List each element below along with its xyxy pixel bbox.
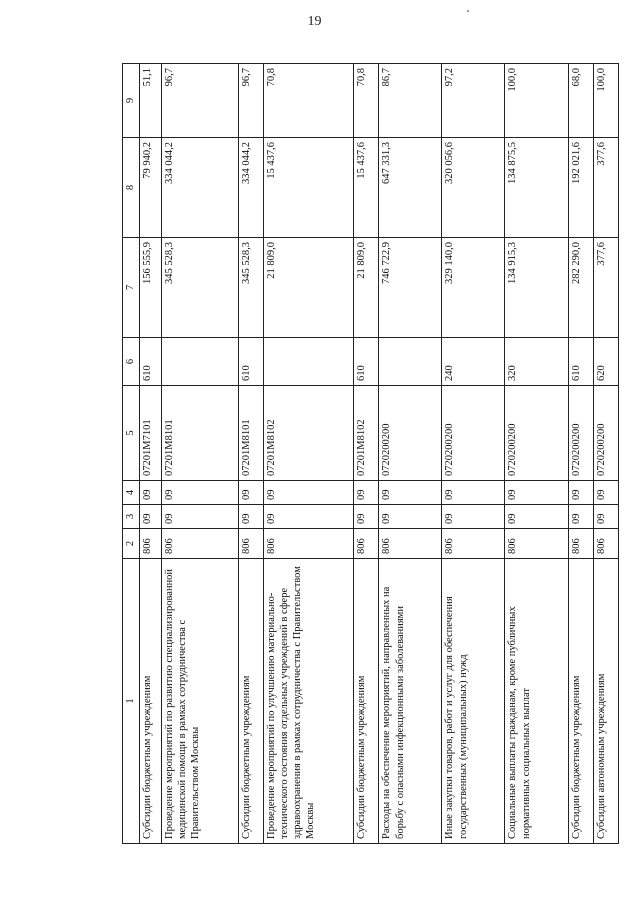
- cell-plan: 345 528,3: [238, 238, 263, 338]
- header-cell: 9: [123, 64, 140, 138]
- cell-target: 0720200200: [568, 386, 593, 481]
- cell-section: 09: [593, 505, 618, 529]
- cell-plan: 134 915,3: [505, 238, 568, 338]
- cell-code: 806: [238, 529, 263, 559]
- cell-type: 610: [354, 338, 379, 386]
- cell-subsection: 09: [442, 481, 505, 505]
- table-row: [238, 64, 263, 844]
- cell-section: 09: [442, 505, 505, 529]
- cell-name: Субсидии бюджетным учреждениям: [140, 559, 162, 844]
- cell-code: 806: [379, 529, 442, 559]
- cell-target: 07201М8101: [238, 386, 263, 481]
- cell-type: 610: [568, 338, 593, 386]
- cell-name: Субсидии бюджетным учреждениям: [354, 559, 379, 844]
- cell-target: 0720200200: [442, 386, 505, 481]
- cell-section: 09: [238, 505, 263, 529]
- table-row: [263, 64, 354, 844]
- cell-plan: 21 809,0: [263, 238, 354, 338]
- cell-target: 0720200200: [505, 386, 568, 481]
- header-cell: 3: [123, 505, 140, 529]
- cell-section: 09: [140, 505, 162, 529]
- table-row: [161, 64, 238, 844]
- cell-percent: 96,7: [238, 64, 263, 138]
- cell-percent: 51,1: [140, 64, 162, 138]
- cell-name: Проведение мероприятий по развитию специализированной медицинской помощи в рамках сотрудничества с Правительством Москвы: [161, 559, 238, 844]
- budget-table: [122, 63, 619, 844]
- cell-percent: 100,0: [505, 64, 568, 138]
- cell-plan: 282 290,0: [568, 238, 593, 338]
- header-cell: 6: [123, 338, 140, 386]
- scan-speck: [467, 10, 469, 12]
- cell-type: [379, 338, 442, 386]
- cell-section: 09: [379, 505, 442, 529]
- table-row: [140, 64, 162, 844]
- cell-target: 07201М7101: [140, 386, 162, 481]
- cell-target: 0720200200: [593, 386, 618, 481]
- cell-percent: 86,7: [379, 64, 442, 138]
- table-row: [442, 64, 505, 844]
- cell-fact: 334 044,2: [161, 138, 238, 238]
- cell-percent: 96,7: [161, 64, 238, 138]
- cell-plan: 377,6: [593, 238, 618, 338]
- cell-type: 610: [140, 338, 162, 386]
- cell-subsection: 09: [379, 481, 442, 505]
- cell-fact: 79 940,2: [140, 138, 162, 238]
- cell-fact: 192 021,6: [568, 138, 593, 238]
- cell-fact: 320 056,6: [442, 138, 505, 238]
- cell-percent: 70,8: [263, 64, 354, 138]
- cell-code: 806: [505, 529, 568, 559]
- cell-section: 09: [263, 505, 354, 529]
- cell-target: 07201М8102: [354, 386, 379, 481]
- cell-type: 240: [442, 338, 505, 386]
- table-row: [379, 64, 442, 844]
- cell-subsection: 09: [263, 481, 354, 505]
- table-row: [568, 64, 593, 844]
- cell-name: Расходы на обеспечение мероприятий, направленных на борьбу с опасными инфекционными заболеваниями: [379, 559, 442, 844]
- cell-fact: 334 044,2: [238, 138, 263, 238]
- cell-section: 09: [161, 505, 238, 529]
- cell-code: 806: [354, 529, 379, 559]
- table-header-row: [123, 64, 140, 844]
- cell-code: 806: [442, 529, 505, 559]
- cell-target: 0720200200: [379, 386, 442, 481]
- cell-code: 806: [140, 529, 162, 559]
- table-row: [593, 64, 618, 844]
- cell-fact: 134 875,5: [505, 138, 568, 238]
- cell-percent: 97,2: [442, 64, 505, 138]
- cell-type: 610: [238, 338, 263, 386]
- cell-type: [161, 338, 238, 386]
- header-cell: 1: [123, 559, 140, 844]
- cell-target: 07201М8102: [263, 386, 354, 481]
- cell-fact: 15 437,6: [354, 138, 379, 238]
- cell-fact: 647 331,3: [379, 138, 442, 238]
- cell-code: 806: [263, 529, 354, 559]
- cell-name: Субсидии автономным учреждениям: [593, 559, 618, 844]
- cell-fact: 15 437,6: [263, 138, 354, 238]
- cell-subsection: 09: [593, 481, 618, 505]
- cell-subsection: 09: [354, 481, 379, 505]
- cell-name: Иные закупки товаров, работ и услуг для обеспечения государственных (муниципальных) нужд: [442, 559, 505, 844]
- cell-plan: 746 722,9: [379, 238, 442, 338]
- header-cell: 7: [123, 238, 140, 338]
- cell-plan: 156 555,9: [140, 238, 162, 338]
- cell-plan: 21 809,0: [354, 238, 379, 338]
- cell-type: 320: [505, 338, 568, 386]
- header-cell: 5: [123, 386, 140, 481]
- cell-section: 09: [568, 505, 593, 529]
- cell-plan: 329 140,0: [442, 238, 505, 338]
- cell-fact: 377,6: [593, 138, 618, 238]
- cell-subsection: 09: [161, 481, 238, 505]
- cell-subsection: 09: [140, 481, 162, 505]
- cell-name: Проведение мероприятий по улучшению материально-технического состояния отдельных учреждений в сфере здравоохранения в рамках сотрудничества с Правительством Москвы: [263, 559, 354, 844]
- cell-name: Социальные выплаты гражданам, кроме публичных нормативных социальных выплат: [505, 559, 568, 844]
- cell-percent: 70,8: [354, 64, 379, 138]
- cell-section: 09: [505, 505, 568, 529]
- cell-name: Субсидии бюджетным учреждениям: [568, 559, 593, 844]
- table-row: [505, 64, 568, 844]
- table-row: [354, 64, 379, 844]
- cell-percent: 68,0: [568, 64, 593, 138]
- page-number: 19: [307, 14, 322, 29]
- cell-subsection: 09: [505, 481, 568, 505]
- cell-plan: 345 528,3: [161, 238, 238, 338]
- header-cell: 8: [123, 138, 140, 238]
- cell-type: [263, 338, 354, 386]
- cell-percent: 100,0: [593, 64, 618, 138]
- cell-code: 806: [568, 529, 593, 559]
- cell-code: 806: [593, 529, 618, 559]
- rotated-table-wrapper: [122, 64, 619, 844]
- header-cell: 4: [123, 481, 140, 505]
- cell-section: 09: [354, 505, 379, 529]
- cell-code: 806: [161, 529, 238, 559]
- cell-subsection: 09: [238, 481, 263, 505]
- cell-target: 07201М8101: [161, 386, 238, 481]
- cell-subsection: 09: [568, 481, 593, 505]
- header-cell: 2: [123, 529, 140, 559]
- cell-name: Субсидии бюджетным учреждениям: [238, 559, 263, 844]
- cell-type: 620: [593, 338, 618, 386]
